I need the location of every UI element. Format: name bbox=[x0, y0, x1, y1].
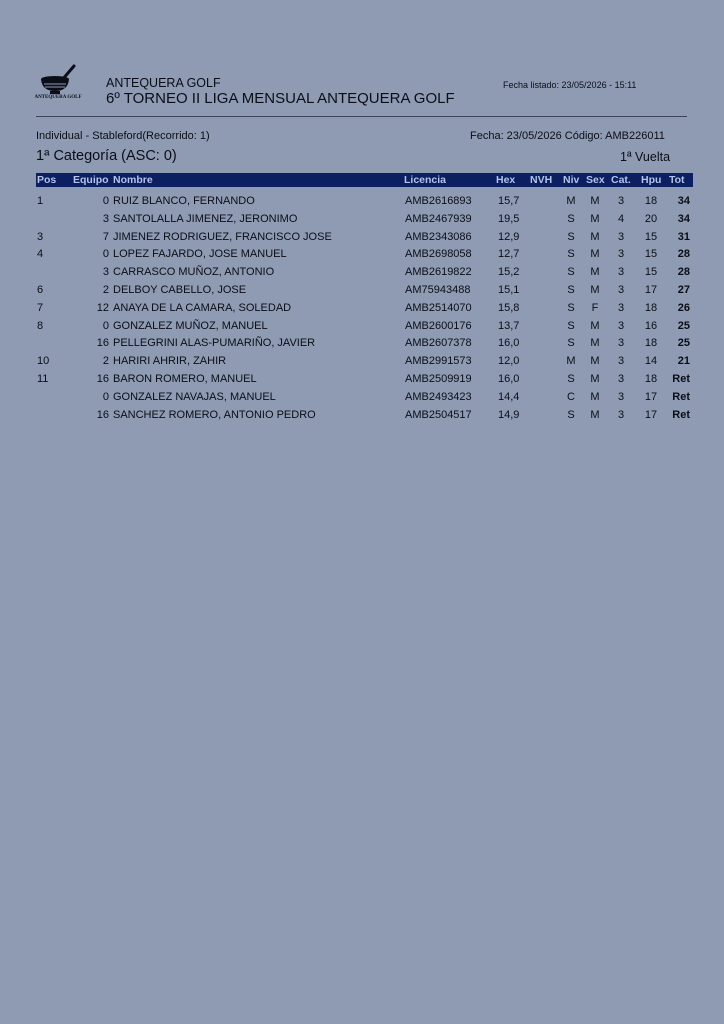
table-row bbox=[36, 264, 693, 282]
mortar-pestle-icon bbox=[36, 64, 78, 96]
cell-sex: M bbox=[590, 408, 600, 421]
cell-cat: 3 bbox=[617, 266, 625, 279]
cell-pos: 6 bbox=[37, 283, 44, 296]
results-table-body bbox=[36, 193, 693, 424]
cell-sex: M bbox=[590, 230, 600, 243]
date-code-label: Fecha: 23/05/2026 Código: AMB226011 bbox=[470, 130, 665, 142]
cell-equipo: 0 bbox=[102, 248, 109, 261]
cell-niv: S bbox=[567, 266, 575, 279]
cell-nombre: PELLEGRINI ALAS-PUMARIÑO, JAVIER bbox=[113, 337, 316, 350]
cell-sex: M bbox=[590, 372, 600, 385]
cell-sex: M bbox=[590, 390, 600, 403]
cell-tot: 25 bbox=[677, 319, 690, 332]
cell-equipo: 7 bbox=[102, 230, 109, 243]
cell-sex: M bbox=[590, 319, 600, 332]
cell-hpu: 16 bbox=[644, 319, 658, 332]
cell-niv: S bbox=[567, 408, 575, 421]
col-tot: Tot bbox=[669, 174, 685, 186]
cell-hex: 13,7 bbox=[498, 319, 520, 332]
col-cat: Cat. bbox=[611, 174, 631, 186]
cell-licencia: AMB2493423 bbox=[405, 390, 472, 403]
col-sex: Sex bbox=[586, 174, 605, 186]
cell-hpu: 18 bbox=[644, 301, 658, 314]
cell-tot: 27 bbox=[677, 283, 690, 296]
table-row bbox=[36, 193, 693, 211]
cell-pos: 4 bbox=[37, 248, 44, 261]
category-title: 1ª Categoría (ASC: 0) bbox=[36, 148, 177, 164]
cell-licencia: AMB2600176 bbox=[405, 319, 472, 332]
cell-cat: 3 bbox=[617, 408, 625, 421]
logo-text: ANTEQUERA GOLF bbox=[34, 95, 82, 100]
cell-equipo: 16 bbox=[96, 372, 109, 385]
cell-tot: Ret bbox=[672, 390, 690, 403]
table-row bbox=[36, 389, 693, 407]
cell-hpu: 14 bbox=[644, 355, 658, 368]
cell-hpu: 18 bbox=[644, 337, 658, 350]
cell-equipo: 16 bbox=[96, 337, 109, 350]
club-name: ANTEQUERA GOLF bbox=[106, 76, 221, 90]
cell-nombre: BARON ROMERO, MANUEL bbox=[113, 372, 257, 385]
cell-equipo: 2 bbox=[102, 283, 109, 296]
cell-cat: 3 bbox=[617, 195, 625, 207]
cell-nombre: HARIRI AHRIR, ZAHIR bbox=[113, 355, 227, 368]
cell-hpu: 17 bbox=[644, 390, 658, 403]
cell-niv: S bbox=[567, 212, 575, 225]
col-hex: Hex bbox=[496, 174, 516, 186]
cell-tot: Ret bbox=[672, 372, 690, 385]
cell-sex: M bbox=[590, 266, 600, 279]
cell-niv: S bbox=[567, 230, 575, 243]
cell-hex: 15,8 bbox=[498, 301, 520, 314]
list-date: Fecha listado: 23/05/2026 - 15:11 bbox=[503, 80, 637, 90]
cell-tot: 28 bbox=[677, 248, 690, 261]
cell-hex: 12,0 bbox=[498, 355, 520, 368]
cell-pos: 1 bbox=[37, 195, 44, 207]
cell-sex: M bbox=[590, 195, 600, 207]
cell-licencia: AMB2504517 bbox=[405, 408, 472, 421]
round-label: 1ª Vuelta bbox=[620, 150, 671, 164]
cell-equipo: 16 bbox=[96, 408, 109, 421]
cell-hex: 15,2 bbox=[498, 266, 520, 279]
col-pos: Pos bbox=[37, 174, 57, 186]
cell-cat: 3 bbox=[617, 230, 625, 243]
cell-cat: 3 bbox=[617, 337, 625, 350]
cell-nombre: CARRASCO MUÑOZ, ANTONIO bbox=[113, 266, 275, 279]
cell-hpu: 15 bbox=[644, 248, 658, 261]
cell-niv: S bbox=[567, 337, 575, 350]
cell-nombre: GONZALEZ NAVAJAS, MANUEL bbox=[113, 390, 276, 403]
cell-cat: 4 bbox=[617, 212, 625, 225]
cell-licencia: AMB2619822 bbox=[405, 266, 472, 279]
cell-sex: F bbox=[591, 301, 599, 314]
cell-niv: S bbox=[567, 319, 575, 332]
cell-hpu: 18 bbox=[644, 372, 658, 385]
cell-sex: M bbox=[590, 283, 600, 296]
col-licencia: Licencia bbox=[404, 174, 447, 186]
cell-niv: S bbox=[567, 372, 575, 385]
cell-nombre: DELBOY CABELLO, JOSE bbox=[113, 283, 247, 296]
cell-hex: 16,0 bbox=[498, 337, 520, 350]
cell-sex: M bbox=[590, 248, 600, 261]
table-row bbox=[36, 300, 693, 318]
cell-tot: 34 bbox=[677, 212, 690, 225]
table-row bbox=[36, 282, 693, 300]
cell-hpu: 18 bbox=[644, 195, 658, 207]
cell-licencia: AMB2607378 bbox=[405, 337, 472, 350]
cell-licencia: AMB2698058 bbox=[405, 248, 472, 261]
cell-tot: 25 bbox=[677, 337, 690, 350]
cell-hex: 12,9 bbox=[498, 230, 520, 243]
cell-licencia: AMB2514070 bbox=[405, 301, 472, 314]
cell-cat: 3 bbox=[617, 390, 625, 403]
cell-licencia: AM75943488 bbox=[405, 283, 471, 296]
cell-sex: M bbox=[590, 355, 600, 368]
cell-hpu: 17 bbox=[644, 283, 658, 296]
cell-niv: M bbox=[566, 195, 576, 207]
cell-hpu: 17 bbox=[644, 408, 658, 421]
cell-cat: 3 bbox=[617, 372, 625, 385]
table-row bbox=[36, 211, 693, 229]
cell-hex: 15,7 bbox=[498, 195, 520, 207]
cell-niv: C bbox=[567, 390, 575, 403]
cell-pos: 8 bbox=[37, 319, 44, 332]
col-equipo: Equipo bbox=[73, 174, 109, 186]
cell-niv: S bbox=[567, 248, 575, 261]
cell-pos: 7 bbox=[37, 301, 44, 314]
col-nombre: Nombre bbox=[113, 174, 153, 186]
cell-nombre: SANCHEZ ROMERO, ANTONIO PEDRO bbox=[113, 408, 316, 421]
cell-pos: 10 bbox=[37, 355, 50, 368]
cell-licencia: AMB2467939 bbox=[405, 212, 472, 225]
cell-tot: 26 bbox=[677, 301, 690, 314]
cell-cat: 3 bbox=[617, 355, 625, 368]
cell-licencia: AMB2343086 bbox=[405, 230, 472, 243]
cell-hpu: 15 bbox=[644, 266, 658, 279]
col-hpu: Hpu bbox=[641, 174, 662, 186]
table-row bbox=[36, 407, 693, 425]
table-row bbox=[36, 353, 693, 371]
table-header bbox=[36, 173, 693, 187]
table-row bbox=[36, 318, 693, 336]
cell-tot: 34 bbox=[677, 195, 690, 207]
cell-tot: 21 bbox=[677, 355, 690, 368]
cell-nombre: SANTOLALLA JIMENEZ, JERONIMO bbox=[113, 212, 298, 225]
cell-hex: 16,0 bbox=[498, 372, 520, 385]
cell-pos: 3 bbox=[37, 230, 44, 243]
modality-label: Individual - Stableford(Recorrido: 1) bbox=[36, 130, 210, 142]
club-logo bbox=[36, 64, 78, 108]
tournament-title: 6º TORNEO II LIGA MENSUAL ANTEQUERA GOLF bbox=[106, 90, 455, 107]
cell-nombre: RUIZ BLANCO, FERNANDO bbox=[113, 195, 255, 207]
cell-nombre: GONZALEZ MUÑOZ, MANUEL bbox=[113, 319, 268, 332]
cell-cat: 3 bbox=[617, 319, 625, 332]
cell-hex: 12,7 bbox=[498, 248, 520, 261]
cell-licencia: AMB2991573 bbox=[405, 355, 472, 368]
cell-equipo: 0 bbox=[102, 195, 109, 207]
cell-niv: S bbox=[567, 301, 575, 314]
table-row bbox=[36, 335, 693, 353]
cell-hex: 15,1 bbox=[498, 283, 520, 296]
cell-cat: 3 bbox=[617, 248, 625, 261]
cell-tot: Ret bbox=[672, 408, 690, 421]
col-nvh: NVH bbox=[530, 174, 553, 186]
cell-niv: S bbox=[567, 283, 575, 296]
cell-cat: 3 bbox=[617, 301, 625, 314]
cell-licencia: AMB2616893 bbox=[405, 195, 472, 207]
cell-equipo: 0 bbox=[102, 390, 109, 403]
cell-tot: 31 bbox=[677, 230, 690, 243]
cell-pos: 11 bbox=[37, 372, 49, 385]
cell-hex: 19,5 bbox=[498, 212, 520, 225]
cell-hex: 14,4 bbox=[498, 390, 520, 403]
cell-equipo: 0 bbox=[102, 319, 109, 332]
cell-equipo: 3 bbox=[102, 266, 109, 279]
table-row bbox=[36, 246, 693, 264]
cell-niv: M bbox=[566, 355, 576, 368]
cell-equipo: 3 bbox=[102, 212, 109, 225]
cell-equipo: 2 bbox=[102, 355, 109, 368]
cell-cat: 3 bbox=[617, 283, 625, 296]
table-row bbox=[36, 229, 693, 247]
cell-nombre: ANAYA DE LA CAMARA, SOLEDAD bbox=[113, 301, 292, 314]
col-niv: Niv bbox=[563, 174, 580, 186]
header-divider bbox=[36, 116, 687, 117]
table-row bbox=[36, 371, 693, 389]
cell-hpu: 15 bbox=[644, 230, 658, 243]
cell-nombre: JIMENEZ RODRIGUEZ, FRANCISCO JOSE bbox=[113, 230, 332, 243]
cell-sex: M bbox=[590, 337, 600, 350]
cell-sex: M bbox=[590, 212, 600, 225]
cell-equipo: 12 bbox=[96, 301, 109, 314]
cell-hpu: 20 bbox=[644, 212, 658, 225]
cell-nombre: LOPEZ FAJARDO, JOSE MANUEL bbox=[113, 248, 287, 261]
cell-licencia: AMB2509919 bbox=[405, 372, 472, 385]
cell-hex: 14,9 bbox=[498, 408, 520, 421]
cell-tot: 28 bbox=[677, 266, 690, 279]
